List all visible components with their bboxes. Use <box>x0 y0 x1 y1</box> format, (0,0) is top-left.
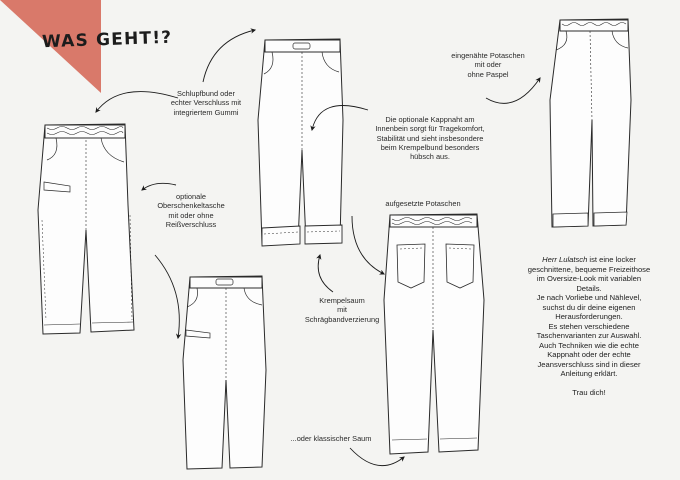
label-saum <box>276 434 386 443</box>
label-line: aufgesetzte Potaschen <box>385 199 461 208</box>
description-line: im Oversize-Look mit variablen <box>536 274 642 283</box>
label-line: mit oder <box>474 60 502 70</box>
label-eingenaehte <box>430 51 546 79</box>
description-line: Je nach Vorliebe und Nählevel, <box>536 293 642 302</box>
label-line: Stabilität und sieht insbesondere <box>376 133 484 143</box>
page-title: WAS GEHT!? <box>41 27 173 53</box>
label-line: Krempelsaum <box>319 296 365 305</box>
arrow-oberschenkel <box>142 183 176 190</box>
description-line: geschnittene, bequeme Freizeithose <box>527 264 651 274</box>
label-line: beim Krempelbund besonders <box>380 142 480 152</box>
label-kappnaht <box>360 115 500 161</box>
label-line: Oberschenkeltasche <box>157 201 225 211</box>
pants-thigh-pocket <box>183 276 266 469</box>
description-line: Taschenvarianten zur Auswahl. <box>536 331 642 340</box>
description-intro-rest: ist eine locker <box>587 255 636 264</box>
description-line: Es stehen verschiedene <box>548 321 630 331</box>
description-line: Details. <box>576 283 602 293</box>
description-paragraph <box>520 255 658 398</box>
description-line: Kappnaht oder der echte <box>547 350 631 359</box>
pants-elastic-waist <box>38 124 134 334</box>
product-name: Herr Lulatsch <box>542 255 588 264</box>
label-line: mit <box>337 305 347 315</box>
label-line: Reißverschluss <box>165 219 217 229</box>
pants-sewn-pockets <box>550 19 631 227</box>
label-line: Die optionale Kappnaht am <box>385 115 475 124</box>
description-line: Auch Techniken wie die echte <box>539 340 639 350</box>
label-line: Schrägbandverzierung <box>304 314 380 324</box>
arrow-top-waist <box>203 30 255 82</box>
description-intro <box>520 255 658 265</box>
arrow-krempelsaum <box>318 255 333 292</box>
label-krempelsaum <box>292 296 392 324</box>
label-line: echter Verschluss mit <box>170 98 242 108</box>
label-line: Schlupfbund oder <box>177 89 235 98</box>
arrow-eingenaehte <box>486 78 540 103</box>
description-line: Herausforderungen. <box>555 312 623 321</box>
label-oberschenkel <box>136 192 246 229</box>
pants-rolled-hem <box>258 39 343 246</box>
pants-patch-pockets <box>384 214 484 454</box>
arrow-thigh-pocket <box>155 255 179 338</box>
description-line: Jeansverschluss sind in dieser <box>537 359 641 369</box>
label-schlupfbund <box>146 89 266 117</box>
description-line: suchst du dir deine eigenen <box>542 302 636 312</box>
description-closing: Trau dich! <box>572 388 606 397</box>
arrow-aufgesetzte <box>352 216 384 274</box>
label-line: ...oder klassischer Saum <box>290 434 372 443</box>
label-line: mit oder ohne <box>168 210 214 220</box>
label-aufgesetzte <box>368 199 478 208</box>
label-line: eingenähte Potaschen <box>451 51 525 60</box>
label-line: optionale <box>176 192 206 201</box>
label-line: hübsch aus. <box>410 152 450 162</box>
label-line: Innenbein sorgt für Tragekomfort, <box>375 124 485 134</box>
label-line: integriertem Gummi <box>173 107 239 117</box>
label-line: ohne Paspel <box>467 69 509 79</box>
description-line: Anleitung erklärt. <box>560 369 618 378</box>
